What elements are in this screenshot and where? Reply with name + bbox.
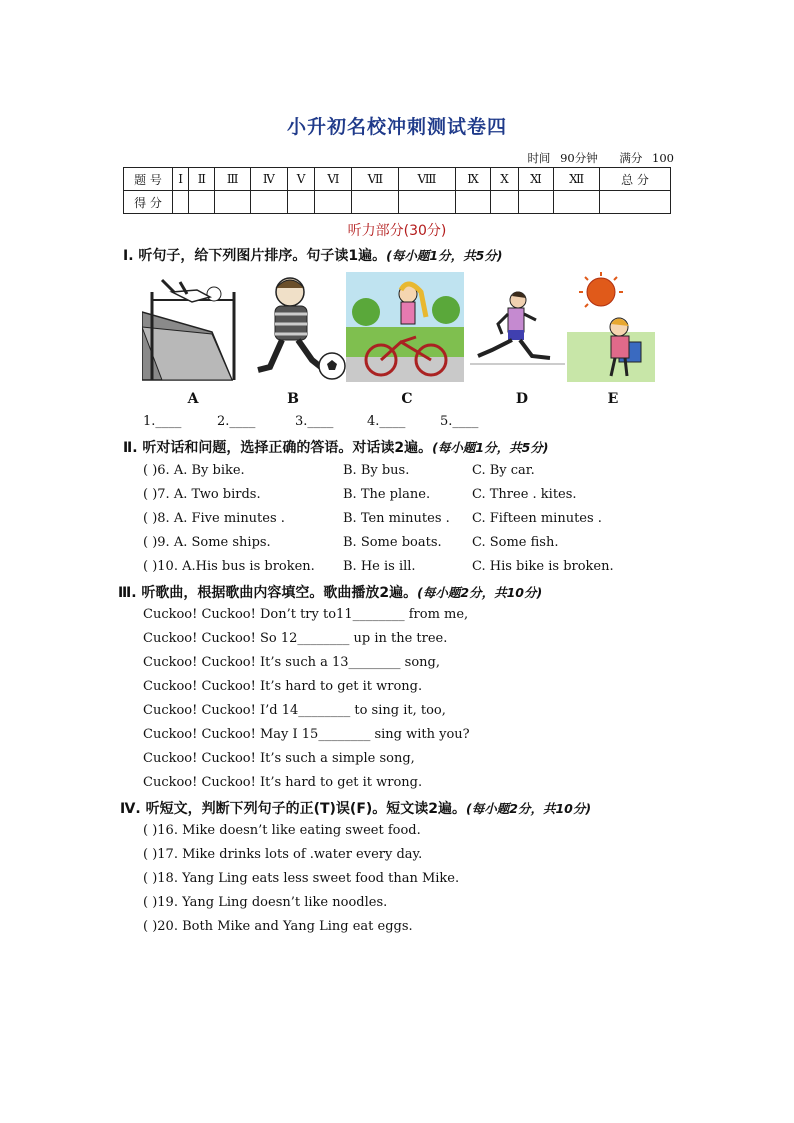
table-col: Ⅱ bbox=[189, 168, 215, 191]
option-a: A.His bus is broken. bbox=[182, 559, 315, 574]
table-col: Ⅸ bbox=[455, 168, 491, 191]
table-header-label: 题 号 bbox=[124, 168, 173, 191]
picture-label-d: D bbox=[515, 391, 529, 407]
section-3-title: Ⅲ. 听歌曲，根据歌曲内容填空。歌曲播放2遍。 bbox=[118, 585, 418, 601]
table-col: Ⅴ bbox=[287, 168, 314, 191]
score-cell[interactable] bbox=[215, 191, 251, 214]
table-col: Ⅵ bbox=[315, 168, 352, 191]
section-2-heading bbox=[123, 437, 548, 457]
score-cell[interactable] bbox=[250, 191, 287, 214]
page-title: 小升初名校冲刺测试卷四 bbox=[286, 116, 507, 138]
question-number[interactable]: ( )10. bbox=[143, 559, 178, 574]
song-line: Cuckoo! Cuckoo! I’d 14________ to sing it, too, bbox=[143, 703, 446, 718]
option-b: B. By bus. bbox=[343, 463, 410, 478]
option-c: C. Fifteen minutes . bbox=[472, 511, 602, 526]
section-1-heading bbox=[123, 245, 502, 265]
time-value: 90分钟 bbox=[560, 151, 598, 165]
score-cell[interactable] bbox=[600, 191, 671, 214]
option-b: B. The plane. bbox=[343, 487, 431, 502]
score-cell[interactable] bbox=[315, 191, 352, 214]
question-10 bbox=[143, 559, 315, 574]
score-cell[interactable] bbox=[399, 191, 456, 214]
score-cell[interactable] bbox=[189, 191, 215, 214]
tf-question-16[interactable]: ( )16. Mike doesn’t like eating sweet food. bbox=[143, 823, 421, 838]
section-1-title: Ⅰ. 听句子，给下列图片排序。句子读1遍。 bbox=[123, 248, 387, 264]
listening-section-header: 听力部分(30分) bbox=[347, 223, 447, 239]
time-label: 时间 bbox=[527, 151, 551, 165]
section-2-note: (每小题1分，共5分) bbox=[432, 440, 549, 455]
picture-a-high-jump bbox=[142, 272, 242, 382]
section-4-heading bbox=[120, 798, 591, 818]
option-b: B. He is ill. bbox=[343, 559, 416, 574]
score-cell[interactable] bbox=[173, 191, 189, 214]
section-3-note: (每小题2分，共10分) bbox=[417, 585, 543, 600]
option-c: C. His bike is broken. bbox=[472, 559, 614, 574]
section-4-note: (每小题2分，共10分) bbox=[466, 801, 592, 816]
song-line: Cuckoo! Cuckoo! May I 15________ sing with you? bbox=[143, 727, 470, 742]
table-col: Ⅶ bbox=[352, 168, 399, 191]
score-table-score-row bbox=[124, 191, 671, 214]
option-c: C. By car. bbox=[472, 463, 535, 478]
picture-c-cycling bbox=[346, 272, 464, 382]
score-label: 满分 bbox=[619, 151, 643, 165]
section-4-title: Ⅳ. 听短文，判断下列句子的正(T)误(F)。短文读2遍。 bbox=[120, 801, 467, 817]
tf-question-17[interactable]: ( )17. Mike drinks lots of .water every day. bbox=[143, 847, 423, 862]
exam-meta bbox=[521, 150, 674, 166]
score-cell[interactable] bbox=[554, 191, 600, 214]
song-line: Cuckoo! Cuckoo! Don’t try to11________ from me, bbox=[143, 607, 469, 622]
score-table bbox=[123, 167, 671, 214]
score-table-header-row bbox=[124, 168, 671, 191]
score-cell[interactable] bbox=[352, 191, 399, 214]
picture-d-running bbox=[470, 272, 565, 382]
answer-blank-3[interactable]: 3.____ bbox=[295, 414, 334, 429]
question-number[interactable]: ( )8. bbox=[143, 511, 170, 526]
answer-blank-4[interactable]: 4.____ bbox=[367, 414, 406, 429]
option-a: A. Five minutes . bbox=[173, 511, 285, 526]
table-col: Ⅺ bbox=[518, 168, 554, 191]
song-line: Cuckoo! Cuckoo! It’s such a simple song, bbox=[143, 751, 415, 766]
section-1-note: (每小题1分，共5分) bbox=[386, 248, 503, 263]
score-cell[interactable] bbox=[518, 191, 554, 214]
option-c: C. Some fish. bbox=[472, 535, 559, 550]
picture-b-football bbox=[250, 272, 350, 382]
option-c: C. Three . kites. bbox=[472, 487, 577, 502]
table-col: Ⅻ bbox=[554, 168, 600, 191]
song-line: Cuckoo! Cuckoo! It’s such a 13________ song, bbox=[143, 655, 440, 670]
option-b: B. Ten minutes . bbox=[343, 511, 450, 526]
question-number[interactable]: ( )6. bbox=[143, 463, 170, 478]
tf-question-20[interactable]: ( )20. Both Mike and Yang Ling eat eggs. bbox=[143, 919, 413, 934]
question-6 bbox=[143, 463, 245, 478]
answer-blank-2[interactable]: 2.____ bbox=[217, 414, 256, 429]
tf-question-19[interactable]: ( )19. Yang Ling doesn’t like noodles. bbox=[143, 895, 388, 910]
option-b: B. Some boats. bbox=[343, 535, 442, 550]
picture-label-c: C bbox=[401, 391, 413, 407]
picture-label-e: E bbox=[607, 391, 619, 407]
picture-e-hot-sun bbox=[567, 272, 655, 382]
section-2-title: Ⅱ. 听对话和问题，选择正确的答语。对话读2遍。 bbox=[123, 440, 433, 456]
answer-blank-5[interactable]: 5.____ bbox=[440, 414, 479, 429]
picture-label-b: B bbox=[287, 391, 299, 407]
table-col: Ⅷ bbox=[399, 168, 456, 191]
table-col: Ⅹ bbox=[491, 168, 518, 191]
song-line: Cuckoo! Cuckoo! It’s hard to get it wrong. bbox=[143, 679, 423, 694]
question-number[interactable]: ( )9. bbox=[143, 535, 170, 550]
score-value: 100 bbox=[652, 151, 674, 165]
picture-label-a: A bbox=[187, 391, 199, 407]
score-cell[interactable] bbox=[455, 191, 491, 214]
table-col: Ⅳ bbox=[250, 168, 287, 191]
section-3-heading bbox=[118, 582, 542, 602]
table-total-label: 总 分 bbox=[600, 168, 671, 191]
option-a: A. Some ships. bbox=[173, 535, 271, 550]
question-number[interactable]: ( )7. bbox=[143, 487, 170, 502]
answer-blank-1[interactable]: 1.____ bbox=[143, 414, 182, 429]
table-col: Ⅲ bbox=[215, 168, 251, 191]
score-cell[interactable] bbox=[491, 191, 518, 214]
option-a: A. By bike. bbox=[173, 463, 245, 478]
song-line: Cuckoo! Cuckoo! So 12________ up in the tree. bbox=[143, 631, 448, 646]
option-a: A. Two birds. bbox=[173, 487, 261, 502]
question-8 bbox=[143, 511, 285, 526]
question-9 bbox=[143, 535, 271, 550]
question-7 bbox=[143, 487, 261, 502]
table-col: Ⅰ bbox=[173, 168, 189, 191]
table-score-label: 得 分 bbox=[124, 191, 173, 214]
score-cell[interactable] bbox=[287, 191, 314, 214]
song-line: Cuckoo! Cuckoo! It’s hard to get it wrong. bbox=[143, 775, 423, 790]
tf-question-18[interactable]: ( )18. Yang Ling eats less sweet food than Mike. bbox=[143, 871, 460, 886]
